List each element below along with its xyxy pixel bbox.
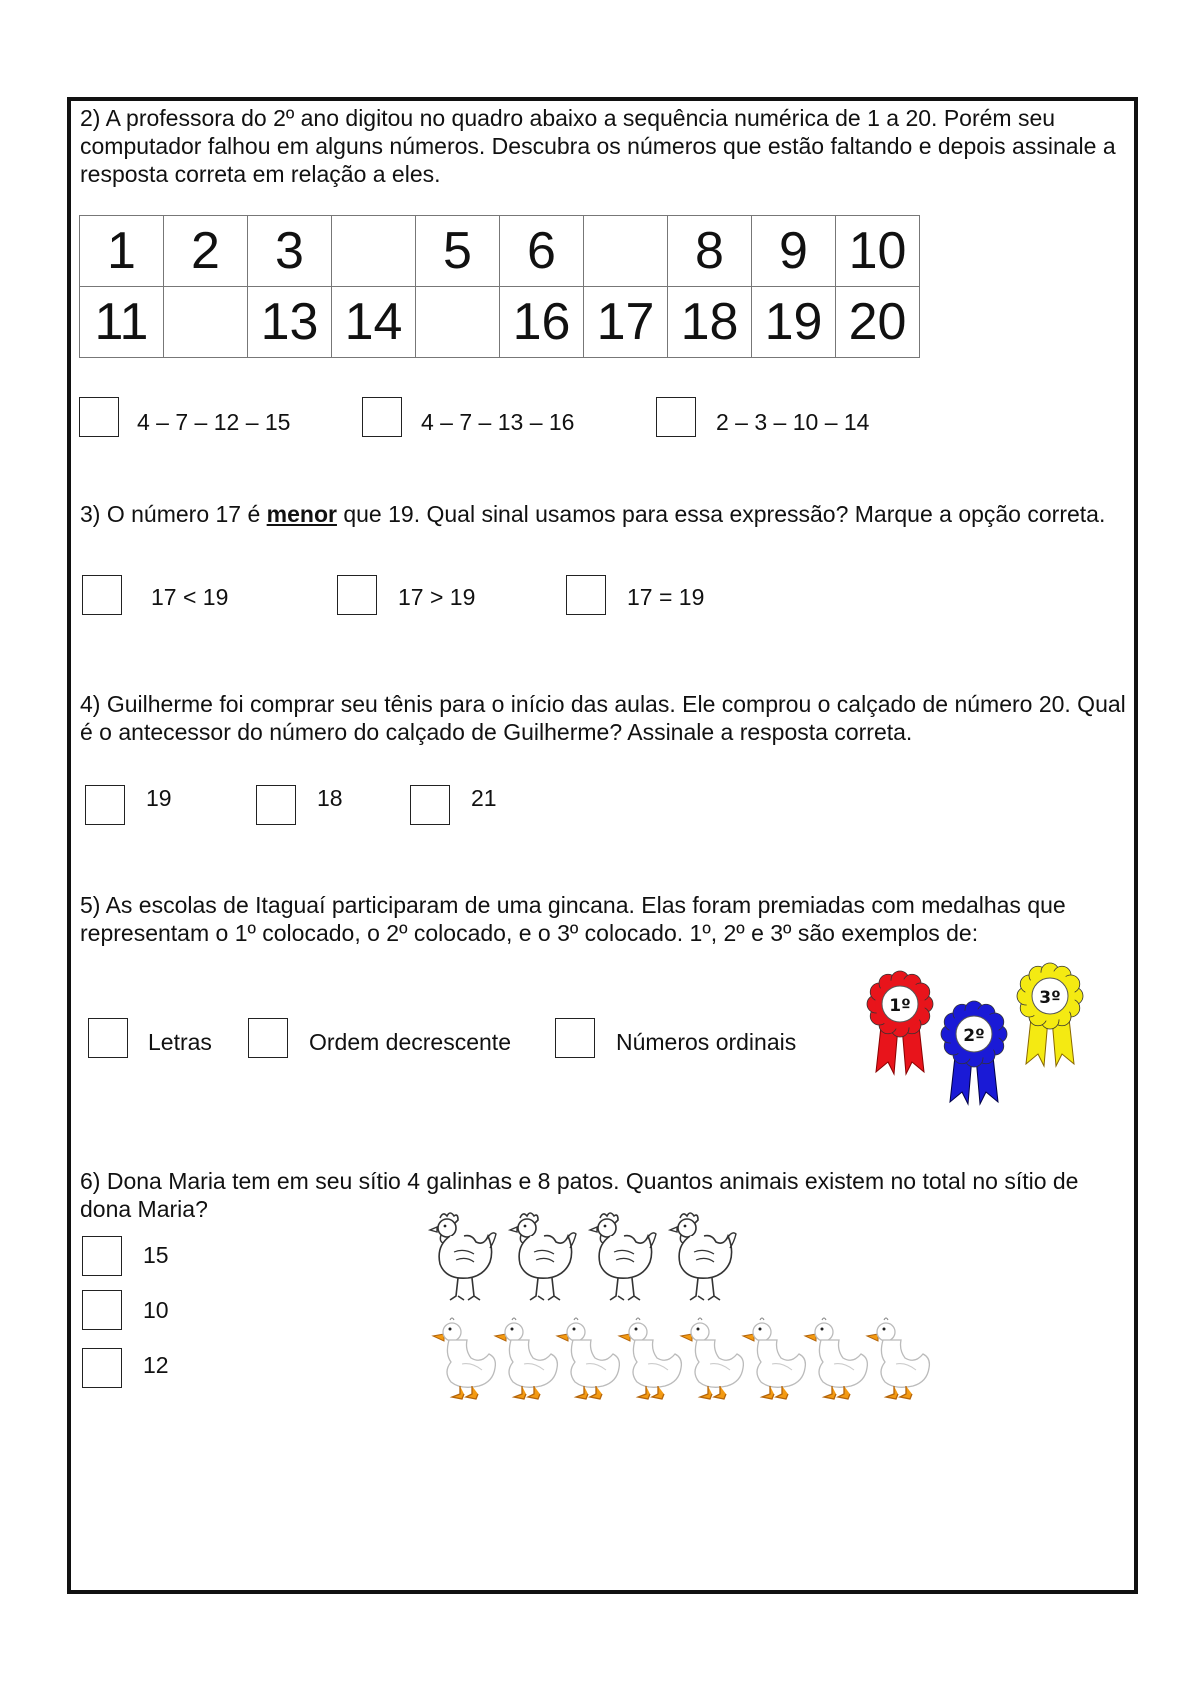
duck-icon bbox=[556, 1316, 620, 1404]
q2-option-1-label: 4 – 7 – 12 – 15 bbox=[137, 409, 291, 435]
q2-option-2-label: 4 – 7 – 13 – 16 bbox=[421, 409, 575, 435]
q3-option-2-checkbox[interactable] bbox=[337, 575, 377, 615]
question-3-emphasis: menor bbox=[266, 501, 337, 527]
q4-option-3-label: 21 bbox=[471, 785, 497, 811]
grid-cell: 14 bbox=[332, 287, 416, 358]
question-5-text: 5) As escolas de Itaguaí participaram de uma gincana. Elas foram premiadas com medalhas que representam o 1º colocado, o 2º colocado, e o 3º colocado. 1º, 2º e 3º são exemplos de: bbox=[80, 892, 1066, 946]
q6-option-3-checkbox[interactable] bbox=[82, 1348, 122, 1388]
number-grid bbox=[79, 215, 920, 358]
medal-third-icon bbox=[1010, 964, 1090, 1074]
q2-option-2-checkbox[interactable] bbox=[362, 397, 402, 437]
grid-cell: 3 bbox=[248, 216, 332, 287]
q5-option-1-checkbox[interactable] bbox=[88, 1018, 128, 1058]
hens-illustration bbox=[420, 1210, 750, 1310]
question-4-text: 4) Guilherme foi comprar seu tênis para o início das aulas. Ele comprou o calçado de número 20. Qual é o antecessor do número do calçado de Guilherme? Assinale a resposta correta. bbox=[80, 691, 1126, 745]
duck-icon bbox=[680, 1316, 744, 1404]
grid-cell: 17 bbox=[584, 287, 668, 358]
grid-cell: 8 bbox=[668, 216, 752, 287]
q5-option-2-label: Ordem decrescente bbox=[309, 1029, 511, 1055]
q6-option-3-label: 12 bbox=[143, 1352, 169, 1378]
grid-cell: 13 bbox=[248, 287, 332, 358]
grid-cell: 9 bbox=[752, 216, 836, 287]
question-3-text-start: 3) O número 17 é bbox=[80, 501, 267, 527]
grid-cell: 18 bbox=[668, 287, 752, 358]
medal-third-label: 3º bbox=[1039, 988, 1061, 1008]
question-6-text: 6) Dona Maria tem em seu sítio 4 galinhas e 8 patos. Quantos animais existem no total no sítio de dona Maria? bbox=[80, 1168, 1079, 1222]
grid-cell: 5 bbox=[416, 216, 500, 287]
grid-cell-empty bbox=[164, 287, 248, 358]
grid-cell: 19 bbox=[752, 287, 836, 358]
q3-option-3-label: 17 = 19 bbox=[627, 584, 705, 610]
grid-cell: 2 bbox=[164, 216, 248, 287]
q5-option-3-label: Números ordinais bbox=[616, 1029, 797, 1055]
duck-icon bbox=[866, 1316, 930, 1404]
q5-option-1-label: Letras bbox=[148, 1029, 212, 1055]
q3-option-3-checkbox[interactable] bbox=[566, 575, 606, 615]
hen-icon bbox=[420, 1210, 498, 1305]
q4-option-2-label: 18 bbox=[317, 785, 343, 811]
grid-cell: 16 bbox=[500, 287, 584, 358]
q5-option-3-checkbox[interactable] bbox=[555, 1018, 595, 1058]
medal-second-icon bbox=[934, 1002, 1014, 1112]
q6-option-2-label: 10 bbox=[143, 1297, 169, 1323]
medal-second-label: 2º bbox=[963, 1026, 985, 1046]
ducks-illustration bbox=[432, 1316, 952, 1408]
medal-first-icon bbox=[860, 972, 940, 1082]
q3-option-1-label: 17 < 19 bbox=[151, 584, 229, 610]
grid-cell-empty bbox=[332, 216, 416, 287]
grid-cell: 10 bbox=[836, 216, 920, 287]
grid-cell: 11 bbox=[80, 287, 164, 358]
grid-cell: 1 bbox=[80, 216, 164, 287]
q2-option-3-label: 2 – 3 – 10 – 14 bbox=[716, 409, 870, 435]
grid-cell: 6 bbox=[500, 216, 584, 287]
q6-option-1-label: 15 bbox=[143, 1242, 169, 1268]
q5-option-2-checkbox[interactable] bbox=[248, 1018, 288, 1058]
duck-icon bbox=[618, 1316, 682, 1404]
number-grid-row-1 bbox=[80, 216, 920, 287]
q4-option-1-label: 19 bbox=[146, 785, 172, 811]
q6-option-1-checkbox[interactable] bbox=[82, 1236, 122, 1276]
question-3-text-end: que 19. Qual sinal usamos para essa expressão? Marque a opção correta. bbox=[336, 501, 1106, 527]
grid-cell: 20 bbox=[836, 287, 920, 358]
q3-option-1-checkbox[interactable] bbox=[82, 575, 122, 615]
q6-option-2-checkbox[interactable] bbox=[82, 1290, 122, 1330]
q2-option-1-checkbox[interactable] bbox=[79, 397, 119, 437]
q4-option-2-checkbox[interactable] bbox=[256, 785, 296, 825]
q2-option-3-checkbox[interactable] bbox=[656, 397, 696, 437]
hen-icon bbox=[580, 1210, 658, 1305]
duck-icon bbox=[742, 1316, 806, 1404]
question-3-text bbox=[80, 500, 1130, 528]
duck-icon bbox=[804, 1316, 868, 1404]
hen-icon bbox=[500, 1210, 578, 1305]
grid-cell-empty bbox=[584, 216, 668, 287]
medal-first-label: 1º bbox=[889, 996, 911, 1016]
q4-option-1-checkbox[interactable] bbox=[85, 785, 125, 825]
question-2-text: 2) A professora do 2º ano digitou no quadro abaixo a sequência numérica de 1 a 20. Porém seu computador falhou em alguns números. Descubra os números que estão faltando e depois assinale a resposta correta em relação a eles. bbox=[80, 105, 1116, 187]
q4-option-3-checkbox[interactable] bbox=[410, 785, 450, 825]
duck-icon bbox=[432, 1316, 496, 1404]
q3-option-2-label: 17 > 19 bbox=[398, 584, 476, 610]
duck-icon bbox=[494, 1316, 558, 1404]
hen-icon bbox=[660, 1210, 738, 1305]
grid-cell-empty bbox=[416, 287, 500, 358]
number-grid-row-2 bbox=[80, 287, 920, 358]
